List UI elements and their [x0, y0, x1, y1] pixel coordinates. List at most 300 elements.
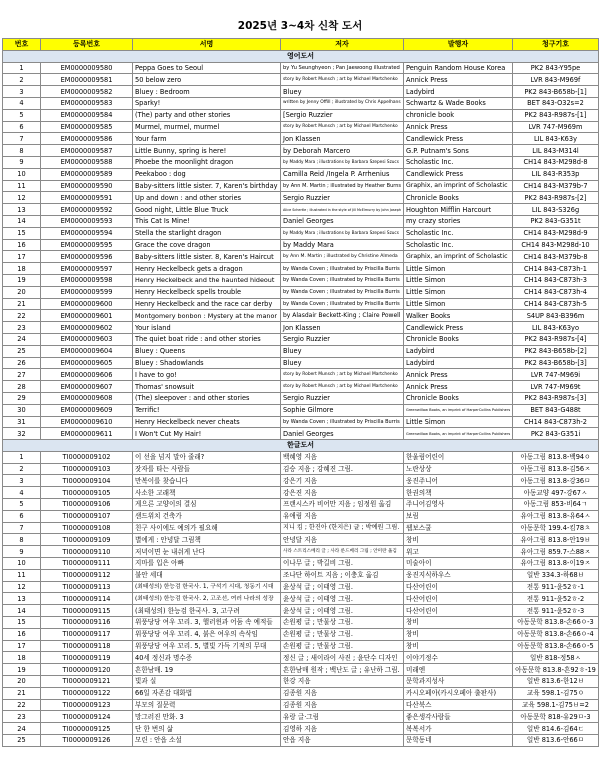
call-number: 유아그림 813.8-이19ㅈ [513, 558, 599, 570]
book-publisher: Annick Press [404, 74, 513, 86]
book-title: Phoebe the moonlight dragon [133, 156, 281, 168]
book-author: by Wanda Coven ; illustrated by Priscilla Burris [281, 298, 404, 310]
book-author: Bluey [281, 345, 404, 357]
call-number: 일반 334.3-하68ㅂ [513, 569, 599, 581]
book-author: by Maddy Mara ; illustrations by Barbara Szepesi Szucs [281, 227, 404, 239]
table-row [3, 251, 599, 263]
call-number: LVR 843-M969f [513, 74, 599, 86]
registration-number: EM0000009597 [41, 263, 133, 275]
book-author: 조나단 하이트 지음 ; 이충호 옮김 [281, 569, 404, 581]
book-title: Good night, Little Blue Truck [133, 204, 281, 216]
row-number: 4 [3, 97, 41, 109]
book-author: 한강 지음 [281, 676, 404, 688]
book-title: (최태성의) 한능검 한국사. 3, 고구려 [133, 605, 281, 617]
book-title: The quiet boat ride : and other stories [133, 333, 281, 345]
registration-number: EM0000009596 [41, 251, 133, 263]
book-author: Sergio Ruzzier [281, 392, 404, 404]
registration-number: TI0000009113 [41, 581, 133, 593]
row-number: 22 [3, 310, 41, 322]
book-author: story by Robert Munsch ; art by Michael Martchenko [281, 74, 404, 86]
book-publisher: 다산북스 [404, 699, 513, 711]
book-publisher: 좋은생각사람들 [404, 711, 513, 723]
book-author: 손원평 글 ; 만물상 그림. [281, 617, 404, 629]
book-publisher: 창비 [404, 640, 513, 652]
table-row [3, 428, 599, 440]
book-title: (The) sleepover : and other stories [133, 392, 281, 404]
registration-number: EM0000009611 [41, 428, 133, 440]
call-number: LIL 843-K63y [513, 133, 599, 145]
row-number: 26 [3, 357, 41, 369]
table-row [3, 711, 599, 723]
row-number: 14 [3, 215, 41, 227]
book-author: story by Robert Munsch ; art by Michael Martchenko [281, 121, 404, 133]
registration-number: EM0000009607 [41, 381, 133, 393]
call-number: LIL 843-K63yo [513, 322, 599, 334]
book-author: Jon Klassen [281, 322, 404, 334]
book-author: 유애림 지음 [281, 510, 404, 522]
book-title: Little Bunny, spring is here! [133, 145, 281, 157]
table-row [3, 487, 599, 499]
book-publisher: Graphix, an imprint of Scholastic [404, 251, 513, 263]
book-author: 김종원 지음 [281, 699, 404, 711]
call-number: LVR 747-M969i [513, 369, 599, 381]
registration-number: EM0000009583 [41, 97, 133, 109]
table-row [3, 274, 599, 286]
row-number: 5 [3, 109, 41, 121]
table-row [3, 463, 599, 475]
book-title: 사소한 고래책 [133, 487, 281, 499]
book-publisher: 노란상상 [404, 463, 513, 475]
book-title: Bluey : Shadowlands [133, 357, 281, 369]
table-body [3, 50, 599, 746]
book-publisher: 다산어린이 [404, 581, 513, 593]
registration-number: TI0000009110 [41, 546, 133, 558]
call-number: 아동그림 853-비64ㄱ [513, 499, 599, 511]
book-title: 위풍당당 여우 꼬리. 4, 붉은 여우의 속삭임 [133, 628, 281, 640]
table-row [3, 475, 599, 487]
registration-number: TI0000009111 [41, 558, 133, 570]
table-row [3, 109, 599, 121]
book-publisher: chronicle book [404, 109, 513, 121]
book-title: Henry Heckelbeck and the haunted hideout [133, 274, 281, 286]
table-row [3, 392, 599, 404]
book-author: Bluey [281, 86, 404, 98]
row-number: 16 [3, 239, 41, 251]
row-number: 9 [3, 546, 41, 558]
registration-number: EM0000009590 [41, 180, 133, 192]
call-number: 전통 911-윤52ㅎ-3 [513, 605, 599, 617]
row-number: 3 [3, 475, 41, 487]
row-number: 9 [3, 156, 41, 168]
book-publisher: Scholastic Inc. [404, 227, 513, 239]
book-author: 사라 스트리스베리 글 ; 사라 룬드베리 그림 ; 안미란 옮김 [281, 546, 404, 558]
book-author: [Sergio Ruzzier [281, 109, 404, 121]
table-row [3, 168, 599, 180]
book-publisher: Houghton Mifflin Harcourt [404, 204, 513, 216]
table-row [3, 617, 599, 629]
table-row [3, 451, 599, 463]
book-author: Bluey [281, 357, 404, 369]
table-row [3, 322, 599, 334]
header-author: 저자 [281, 39, 404, 51]
table-row [3, 192, 599, 204]
book-author: Camilla Reid /Ingela P. Arrhenius [281, 168, 404, 180]
table-row [3, 345, 599, 357]
book-publisher: 복복서가 [404, 723, 513, 735]
row-number: 19 [3, 664, 41, 676]
registration-number: TI0000009112 [41, 569, 133, 581]
call-number: BET 843-G488t [513, 404, 599, 416]
book-publisher: Scholastic Inc. [404, 239, 513, 251]
row-number: 7 [3, 522, 41, 534]
book-title: Henry Heckelbeck gets a dragon [133, 263, 281, 275]
table-row [3, 593, 599, 605]
row-number: 16 [3, 628, 41, 640]
table-row [3, 357, 599, 369]
book-title: Henry Heckelbeck never cheats [133, 416, 281, 428]
book-title: 지마를 입은 아빠 [133, 558, 281, 570]
book-title: Peppa Goes to Seoul [133, 62, 281, 74]
row-number: 18 [3, 652, 41, 664]
book-publisher: 다산어린이 [404, 593, 513, 605]
table-row [3, 204, 599, 216]
registration-number: TI0000009120 [41, 664, 133, 676]
registration-number: EM0000009608 [41, 392, 133, 404]
registration-number: TI0000009105 [41, 487, 133, 499]
book-title: 별에게 : 안녕달 그림책 [133, 534, 281, 546]
book-author: 프랜시스카 비어만 지음 ; 임정원 옮김 [281, 499, 404, 511]
row-number: 2 [3, 74, 41, 86]
book-author: written by Jenny Offill ; illustrated by Chris Appelhans [281, 97, 404, 109]
row-number: 25 [3, 735, 41, 747]
call-number: 유아그림 813.8-유64ㅅ [513, 510, 599, 522]
registration-number: TI0000009124 [41, 711, 133, 723]
book-publisher: Chronicle Books [404, 333, 513, 345]
book-title: Thomas' snowsuit [133, 381, 281, 393]
book-author: 윤상석 글 ; 이태영 그림. [281, 581, 404, 593]
table-row [3, 369, 599, 381]
table-row [3, 86, 599, 98]
section-header-row [3, 440, 599, 452]
book-publisher: Walker Books [404, 310, 513, 322]
book-publisher: Ladybird [404, 86, 513, 98]
book-publisher: Greenwillow Books, an imprint of HarperCollins Publishers [404, 428, 513, 440]
call-number: LIL 843-M314l [513, 145, 599, 157]
call-number: 일반 818-정58ㅅ [513, 652, 599, 664]
call-number: 유아그림 859.7-스88ㅈ [513, 546, 599, 558]
section-label: 한글도서 [3, 440, 599, 452]
row-number: 25 [3, 345, 41, 357]
registration-number: TI0000009116 [41, 617, 133, 629]
registration-number: TI0000009118 [41, 640, 133, 652]
registration-number: EM0000009600 [41, 298, 133, 310]
book-author: 김영하 지음 [281, 723, 404, 735]
call-number: 교육 598.1-김75ㅂ=2 [513, 699, 599, 711]
book-publisher: Annick Press [404, 121, 513, 133]
book-publisher: Candlewick Press [404, 168, 513, 180]
registration-number: EM0000009592 [41, 204, 133, 216]
call-number: BET 843-O32s=2 [513, 97, 599, 109]
header-title: 서명 [133, 39, 281, 51]
book-publisher: Little Simon [404, 286, 513, 298]
book-publisher: Annick Press [404, 381, 513, 393]
book-title: 부모의 질문력 [133, 699, 281, 711]
book-title: 샌드위치 건축가 [133, 510, 281, 522]
call-number: 일반 813.6-한12ㅂ [513, 676, 599, 688]
book-author: Daniel Georges [281, 215, 404, 227]
book-publisher: 문학과지성사 [404, 676, 513, 688]
book-author: by Ann M. Martin ; illustrated by Christine Almeda [281, 251, 404, 263]
registration-number: EM0000009598 [41, 274, 133, 286]
book-title: 불안 세대 [133, 569, 281, 581]
table-row [3, 298, 599, 310]
book-author: by Maddy Mara ; illustrations by Barbara Szepesi Szucs [281, 156, 404, 168]
row-number: 21 [3, 687, 41, 699]
call-number: PK2 843-R987s-[2] [513, 192, 599, 204]
table-row [3, 687, 599, 699]
book-author: by Wanda Coven ; illustrated by Priscilla Burris [281, 274, 404, 286]
book-publisher: 창비 [404, 534, 513, 546]
book-publisher: 웅진지식하우스 [404, 569, 513, 581]
table-row [3, 558, 599, 570]
book-title: I have to go! [133, 369, 281, 381]
registration-number: TI0000009103 [41, 463, 133, 475]
book-author: by Wanda Coven ; illustrated by Priscilla Burris [281, 416, 404, 428]
book-publisher: 웅진주니어 [404, 475, 513, 487]
book-publisher: Ladybird [404, 357, 513, 369]
registration-number: EM0000009584 [41, 109, 133, 121]
table-row [3, 180, 599, 192]
table-row [3, 74, 599, 86]
book-title: 모린 : 안읍 소설 [133, 735, 281, 747]
book-publisher: Annick Press [404, 369, 513, 381]
registration-number: TI0000009107 [41, 510, 133, 522]
book-author: 윤상석 글 ; 이태영 그림. [281, 605, 404, 617]
book-publisher: 카시오페아(카시오페아 출판사) [404, 687, 513, 699]
row-number: 20 [3, 676, 41, 688]
row-number: 7 [3, 133, 41, 145]
call-number: LVR 747-M969m [513, 121, 599, 133]
call-number: 아동문학 813.8-손66ㅇ-4 [513, 628, 599, 640]
registration-number: TI0000009104 [41, 475, 133, 487]
book-title: Baby-sitters little sister. 8, Karen's Haircut [133, 251, 281, 263]
table-row [3, 676, 599, 688]
book-author: Jon Klassen [281, 133, 404, 145]
registration-number: EM0000009588 [41, 156, 133, 168]
book-publisher: Penguin Random House Korea [404, 62, 513, 74]
book-title: 50 below zero [133, 74, 281, 86]
call-number: 전통 911-윤52ㅎ-2 [513, 593, 599, 605]
row-number: 2 [3, 463, 41, 475]
book-title: 저녁이면 눈 내쉬게 난다 [133, 546, 281, 558]
section-header-row [3, 50, 599, 62]
book-publisher: 창비 [404, 628, 513, 640]
header-publisher: 발행자 [404, 39, 513, 51]
book-author: by Ann M. Martin ; illustrated by Heather Burns [281, 180, 404, 192]
book-publisher: Chronicle Books [404, 192, 513, 204]
book-title: 66일 자존감 대화법 [133, 687, 281, 699]
book-author: by Wanda Coven ; illustrated by Priscilla Burris [281, 286, 404, 298]
row-number: 23 [3, 711, 41, 723]
book-title: 위풍당당 여우 꼬리. 3, 핼러윈과 어둠 속 예적들 [133, 617, 281, 629]
book-author: 김승 지음 ; 강혜진 그림. [281, 463, 404, 475]
row-number: 12 [3, 581, 41, 593]
registration-number: TI0000009108 [41, 522, 133, 534]
call-number: CH14 843-C873h-5 [513, 298, 599, 310]
book-publisher: 다산어린이 [404, 605, 513, 617]
table-row [3, 263, 599, 275]
book-author: 손원평 글 ; 만물상 그림. [281, 640, 404, 652]
registration-number: TI0000009119 [41, 652, 133, 664]
table-row [3, 581, 599, 593]
header-row [3, 39, 599, 51]
registration-number: EM0000009594 [41, 227, 133, 239]
table-row [3, 652, 599, 664]
row-number: 13 [3, 204, 41, 216]
registration-number: TI0000009125 [41, 723, 133, 735]
row-number: 19 [3, 274, 41, 286]
book-title: Up and down : and other stories [133, 192, 281, 204]
book-author: Daniel Georges [281, 428, 404, 440]
book-title: (최태성의) 한능검 한국사. 2, 고조선, 여러 나라의 성장 [133, 593, 281, 605]
table-row [3, 310, 599, 322]
call-number: CH14 843-M379b-8 [513, 251, 599, 263]
call-number: CH14 843-C873h-4 [513, 286, 599, 298]
book-author: 유랑 글·그림 [281, 711, 404, 723]
row-number: 24 [3, 333, 41, 345]
table-row [3, 628, 599, 640]
book-publisher: Ladybird [404, 345, 513, 357]
row-number: 21 [3, 298, 41, 310]
book-title: Baby-sitters little sister. 7, Karen's birthday [133, 180, 281, 192]
call-number: CH14 843-M298d-8 [513, 156, 599, 168]
book-title: (The) party and other stories [133, 109, 281, 121]
call-number: CH14 843-C873h-1 [513, 263, 599, 275]
book-title: 망그러진 만화. 3 [133, 711, 281, 723]
registration-number: TI0000009115 [41, 605, 133, 617]
call-number: 교육 598.1-김75ㅇ [513, 687, 599, 699]
registration-number: EM0000009609 [41, 404, 133, 416]
registration-number: EM0000009587 [41, 145, 133, 157]
registration-number: EM0000009601 [41, 310, 133, 322]
table-row [3, 569, 599, 581]
book-author: 윤상석 글 ; 이태영 그림. [281, 593, 404, 605]
book-title: 이 선을 넘지 말아 줄래? [133, 451, 281, 463]
call-number: LIL 843-R353p [513, 168, 599, 180]
registration-number: EM0000009602 [41, 322, 133, 334]
book-author: 이나무 글 ; 박길비 그림. [281, 558, 404, 570]
row-number: 28 [3, 381, 41, 393]
row-number: 3 [3, 86, 41, 98]
book-publisher: Little Simon [404, 298, 513, 310]
call-number: PK2 843-G351t [513, 215, 599, 227]
new-books-table [2, 38, 599, 747]
book-publisher: 웹보스쿨 [404, 522, 513, 534]
row-number: 11 [3, 569, 41, 581]
book-author: 강은진 지음 [281, 487, 404, 499]
row-number: 4 [3, 487, 41, 499]
table-row [3, 227, 599, 239]
row-number: 10 [3, 168, 41, 180]
book-title: 흔한남매. 19 [133, 664, 281, 676]
book-title: Murmel, murmel, murmel [133, 121, 281, 133]
book-title: Grace the cove dragon [133, 239, 281, 251]
row-number: 14 [3, 605, 41, 617]
row-number: 1 [3, 451, 41, 463]
row-number: 29 [3, 392, 41, 404]
registration-number: EM0000009589 [41, 168, 133, 180]
book-title: 게으른 고양이의 결심 [133, 499, 281, 511]
book-title: 잣자를 타는 사람들 [133, 463, 281, 475]
book-author: 김종원 지음 [281, 687, 404, 699]
row-number: 22 [3, 699, 41, 711]
registration-number: TI0000009109 [41, 534, 133, 546]
registration-number: EM0000009610 [41, 416, 133, 428]
row-number: 24 [3, 723, 41, 735]
book-publisher: Little Simon [404, 274, 513, 286]
book-author: by Alasdair Beckett-King ; Claire Powell [281, 310, 404, 322]
book-author: Alice Schertle ; illustrated in the style of Jill McElmurry by John Joseph [281, 204, 404, 216]
book-title: Henry Heckelbeck spells trouble [133, 286, 281, 298]
table-row [3, 534, 599, 546]
registration-number: EM0000009580 [41, 62, 133, 74]
table-row [3, 546, 599, 558]
table-row [3, 404, 599, 416]
book-title: 친구 사이에도 예의가 필요해 [133, 522, 281, 534]
row-number: 17 [3, 640, 41, 652]
table-row [3, 333, 599, 345]
row-number: 10 [3, 558, 41, 570]
row-number: 23 [3, 322, 41, 334]
row-number: 27 [3, 369, 41, 381]
call-number: 아동그림 813.8-강36ㅁ [513, 475, 599, 487]
call-number: 아동문학 813.8-흔92ㅎ-19 [513, 664, 599, 676]
book-title: 위풍당당 여우 꼬리. 5, 별빛 가득 기적의 무대 [133, 640, 281, 652]
call-number: PK2 843-G351i [513, 428, 599, 440]
call-number: 전통 911-윤52ㅎ-1 [513, 581, 599, 593]
book-publisher: 문학동네 [404, 735, 513, 747]
book-author: story by Robert Munsch ; art by Michael Martchenko [281, 381, 404, 393]
call-number: LIL 843-S326g [513, 204, 599, 216]
call-number: LVR 747-M969t [513, 381, 599, 393]
table-row [3, 286, 599, 298]
call-number: 일반 814.6-김64ㄷ [513, 723, 599, 735]
row-number: 6 [3, 121, 41, 133]
registration-number: EM0000009591 [41, 192, 133, 204]
book-author: by Yu Seunghyeon ; Pan Jaewoong illustrated [281, 62, 404, 74]
book-publisher: 창비 [404, 617, 513, 629]
row-number: 1 [3, 62, 41, 74]
registration-number: TI0000009117 [41, 628, 133, 640]
row-number: 15 [3, 617, 41, 629]
row-number: 11 [3, 180, 41, 192]
registration-number: EM0000009604 [41, 345, 133, 357]
call-number: 아동그림 813.8-김56ㅈ [513, 463, 599, 475]
book-title: Terrific! [133, 404, 281, 416]
call-number: PK2 843-B658b-[3] [513, 357, 599, 369]
book-author: Sophie Gilmore [281, 404, 404, 416]
registration-number: EM0000009606 [41, 369, 133, 381]
table-row [3, 499, 599, 511]
call-number: CH14 843-C873h-3 [513, 274, 599, 286]
book-title: This Cat Is Mine! [133, 215, 281, 227]
call-number: CH14 843-M298d-10 [513, 239, 599, 251]
registration-number: TI0000009126 [41, 735, 133, 747]
book-publisher: Candlewick Press [404, 322, 513, 334]
registration-number: EM0000009595 [41, 239, 133, 251]
table-row [3, 605, 599, 617]
registration-number: EM0000009581 [41, 74, 133, 86]
